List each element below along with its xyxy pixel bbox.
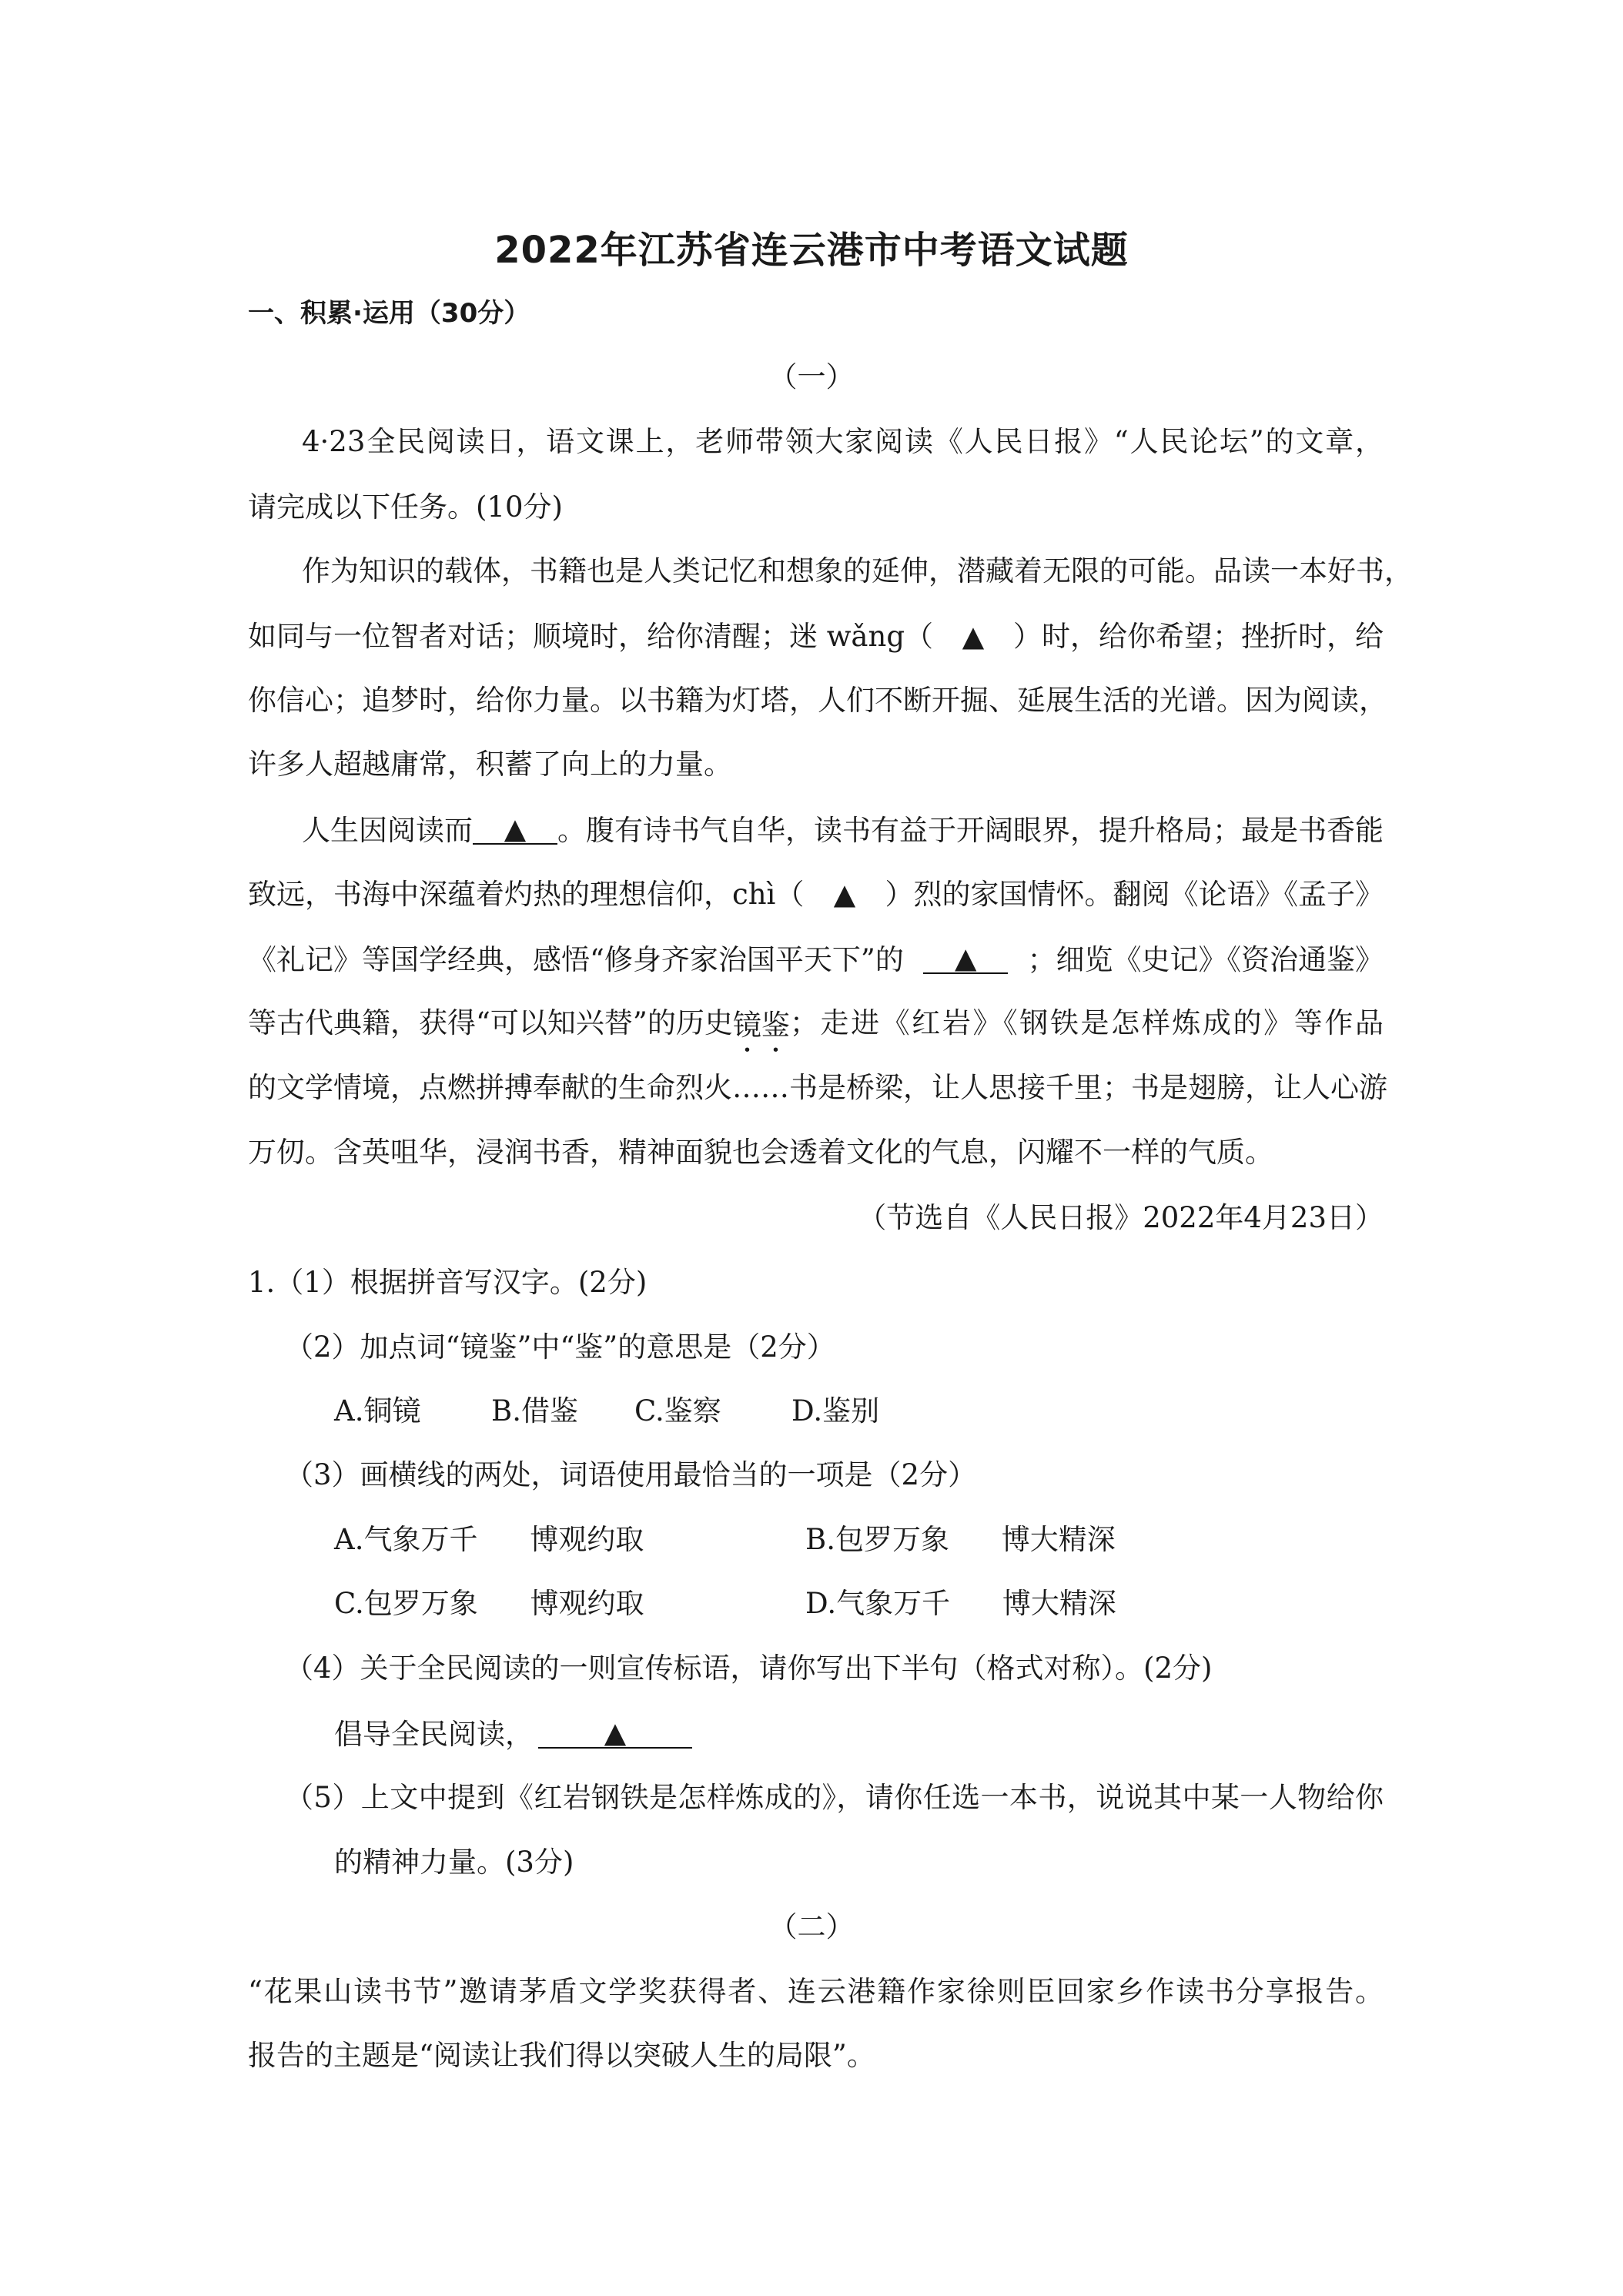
- section-heading: 一、积累·运用（30分）: [248, 298, 530, 329]
- question-1-5-cont: 的精神力量。(3分): [334, 1846, 574, 1879]
- paragraph-line: 万仞。含英咀华，浸润书香，精神面貌也会透着文化的气息，闪耀不一样的气质。: [248, 1136, 1273, 1169]
- question-1-2: （2）加点词“镜鉴”中“鉴”的意思是（2分）: [285, 1330, 835, 1364]
- option-a[interactable]: [334, 1525, 644, 1554]
- question-1-3: （3）画横线的两处，词语使用最恰当的一项是（2分）: [285, 1458, 977, 1491]
- option-d[interactable]: [805, 1589, 1116, 1618]
- paragraph-line: [248, 622, 1384, 651]
- option-a[interactable]: A.铜镜: [334, 1394, 421, 1427]
- paragraph-line: 许多人超越庸常，积蓄了向上的力量。: [248, 748, 732, 781]
- fill-blank: ▲: [923, 944, 1008, 974]
- answer-blank[interactable]: ▲: [538, 1719, 692, 1749]
- intro-line: 4·23全民阅读日，语文课上，老师带领大家阅读《人民日报》“人民论坛”的文章，: [302, 425, 1384, 458]
- option-b[interactable]: B.借鉴: [491, 1394, 578, 1427]
- paragraph-line: 作为知识的载体，书籍也是人类记忆和想象的延伸，潜藏着无限的可能。品读一本好书，: [302, 554, 1413, 587]
- paragraph-line: “花果山读书节”邀请茅盾文学奖获得者、连云港籍作家徐则臣回家乡作读书分享报告。: [248, 1975, 1384, 2008]
- option-word: 博观约取: [530, 1587, 644, 1620]
- paragraph-line: 的文学情境，点燃拼搏奉献的生命烈火……书是桥梁，让人思接千里；书是翅膀，让人心游: [248, 1071, 1387, 1104]
- option-c[interactable]: C.鉴察: [634, 1394, 721, 1427]
- intro-line: 请完成以下任务。(10分): [248, 490, 563, 524]
- option-word: 博大精深: [1002, 1587, 1116, 1620]
- paragraph-text: 等古代典籍，获得“可以知兴替”的历史: [248, 1006, 733, 1039]
- paragraph-line: 你信心；追梦时，给你力量。以书籍为灯塔，人们不断开掘、延展生活的光谱。因为阅读，: [248, 684, 1387, 717]
- page-title: 2022年江苏省连云港市中考语文试题: [494, 229, 1129, 272]
- paragraph-line: [302, 812, 1384, 847]
- paragraph-text: 如同与一位智者对话；顺境时，给你清醒；迷 wǎng（: [248, 620, 934, 653]
- part-label: （一）: [768, 360, 855, 393]
- option-label: B.包罗万象: [805, 1523, 949, 1556]
- option-label: A.气象万千: [334, 1523, 478, 1556]
- paragraph-text: ）时，给你希望；挫折时，给: [1012, 620, 1384, 653]
- question-1-5: （5）上文中提到《红岩钢铁是怎样炼成的》，请你任选一本书，说说其中某一人物给你: [285, 1781, 1384, 1814]
- dotted-word: 镜鉴: [732, 1009, 790, 1042]
- paragraph-line: [248, 880, 1384, 909]
- question-1-1: 1.（1）根据拼音写汉字。(2分): [248, 1266, 648, 1299]
- blank-mark: ▲: [833, 878, 856, 911]
- answer-line: [334, 1716, 692, 1751]
- option-label: D.气象万千: [805, 1587, 951, 1620]
- paragraph-line: [248, 1006, 1384, 1059]
- paragraph-text: ；走进《红岩》《钢铁是怎样炼成的》等作品: [789, 1006, 1384, 1039]
- option-b[interactable]: [805, 1525, 1116, 1554]
- paragraph-text: 致远，书海中深蕴着灼热的理想信仰，chì（: [248, 878, 805, 911]
- paragraph-text: 人生因阅读而: [302, 814, 473, 847]
- paragraph-text: 。腹有诗书气自华，读书有益于开阔眼界，提升格局；最是书香能: [557, 814, 1384, 847]
- option-label: C.包罗万象: [334, 1587, 478, 1620]
- source-citation: （节选自《人民日报》2022年4月23日）: [858, 1201, 1384, 1234]
- paragraph-text: 《礼记》等国学经典，感悟“修身齐家治国平天下”的: [248, 943, 904, 976]
- fill-blank: ▲: [473, 815, 557, 845]
- blank-mark: ▲: [962, 620, 985, 653]
- answer-prefix: 倡导全民阅读，: [334, 1718, 534, 1751]
- option-word: 博观约取: [530, 1523, 644, 1556]
- question-1-4: （4）关于全民阅读的一则宣传标语，请你写出下半句（格式对称）。(2分): [285, 1652, 1213, 1685]
- option-c[interactable]: [334, 1589, 644, 1618]
- paragraph-line: 报告的主题是“阅读让我们得以突破人生的局限”。: [248, 2039, 875, 2072]
- option-word: 博大精深: [1001, 1523, 1116, 1556]
- paragraph-text: ；细览《史记》《资治通鉴》: [1027, 943, 1384, 976]
- paragraph-text: ）烈的家国情怀。翻阅《论语》《孟子》: [885, 878, 1384, 911]
- paragraph-line: [248, 944, 1384, 974]
- option-d[interactable]: D.鉴别: [791, 1394, 880, 1427]
- part-label: （二）: [768, 1910, 855, 1943]
